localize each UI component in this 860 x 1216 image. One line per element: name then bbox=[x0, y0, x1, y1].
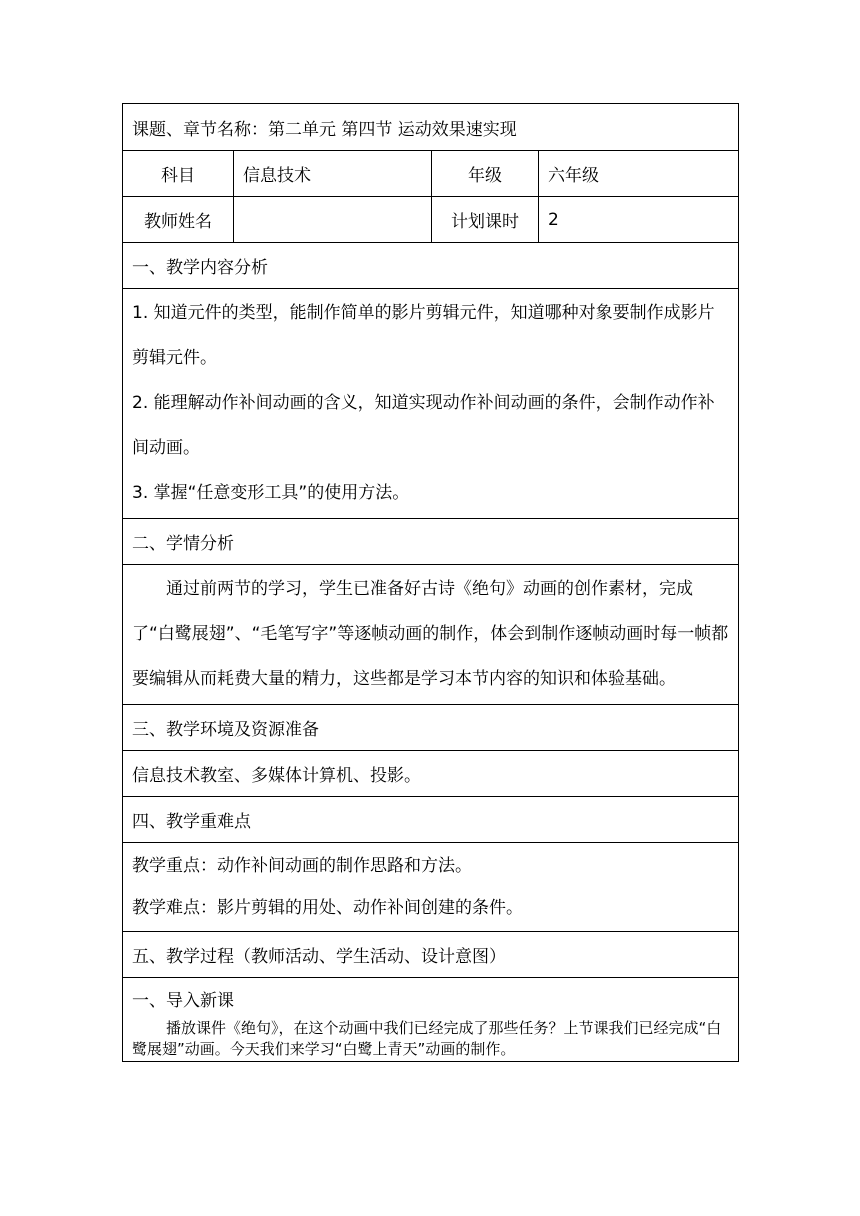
section2-content-row bbox=[123, 565, 739, 705]
section3-content-row bbox=[123, 751, 739, 797]
info-row-2 bbox=[123, 197, 739, 243]
section5-title-row bbox=[123, 932, 739, 978]
section4-content-row bbox=[123, 843, 739, 932]
section3-title-row bbox=[123, 705, 739, 751]
grade-value: 六年级 bbox=[539, 151, 739, 197]
section5-content bbox=[123, 978, 739, 1062]
header-row bbox=[123, 104, 739, 151]
section2-title-row bbox=[123, 519, 739, 565]
hours-value: 2 bbox=[539, 197, 739, 243]
hours-label: 计划课时 bbox=[432, 197, 539, 243]
grade-label: 年级 bbox=[432, 151, 539, 197]
subject-label: 科目 bbox=[123, 151, 234, 197]
section2-content bbox=[123, 565, 739, 705]
section5-content-row bbox=[123, 978, 739, 1062]
section1-content-row bbox=[123, 289, 739, 519]
section3-content: 信息技术教室、多媒体计算机、投影。 bbox=[123, 751, 739, 797]
section1-title: 一、教学内容分析 bbox=[123, 243, 739, 289]
section3-title: 三、教学环境及资源准备 bbox=[123, 705, 739, 751]
student-analysis-text: 通过前两节的学习，学生已准备好古诗《绝句》动画的创作素材，完成了“白鹭展翅”、“毛笔写字”等逐帧动画的制作，体会到制作逐帧动画时每一帧都要编辑从而耗费大量的精力，这些都是学习本节内容的知识和体验基础。 bbox=[132, 579, 729, 689]
subject-value: 信息技术 bbox=[234, 151, 432, 197]
key-point: 教学重点：动作补间动画的制作思路和方法。 bbox=[132, 856, 472, 876]
teacher-label: 教师姓名 bbox=[123, 197, 234, 243]
section1-title-row bbox=[123, 243, 739, 289]
lesson-title-cell: 课题、章节名称：第二单元 第四节 运动效果速实现 bbox=[123, 104, 739, 151]
section4-content bbox=[123, 843, 739, 932]
content-item-1: 1. 知道元件的类型，能制作简单的影片剪辑元件，知道哪种对象要制作成影片剪辑元件。 bbox=[132, 303, 715, 368]
info-row-1 bbox=[123, 151, 739, 197]
content-item-2: 2. 能理解动作补间动画的含义，知道实现动作补间动画的条件，会制作动作补间动画。 bbox=[132, 393, 715, 458]
intro-subtitle: 一、导入新课 bbox=[132, 991, 234, 1011]
teacher-value bbox=[234, 197, 432, 243]
section1-content bbox=[123, 289, 739, 519]
section5-title: 五、教学过程（教师活动、学生活动、设计意图） bbox=[123, 932, 739, 978]
content-item-3: 3. 掌握“任意变形工具”的使用方法。 bbox=[132, 483, 410, 503]
section2-title: 二、学情分析 bbox=[123, 519, 739, 565]
section4-title-row bbox=[123, 797, 739, 843]
difficult-point: 教学难点：影片剪辑的用处、动作补间创建的条件。 bbox=[132, 898, 523, 918]
lesson-plan-table bbox=[122, 103, 739, 1062]
intro-text: 播放课件《绝句》，在这个动画中我们已经完成了那些任务？上节课我们已经完成“白鹭展翅”动画。今天我们来学习“白鹭上青天”动画的制作。 bbox=[132, 1019, 722, 1058]
section4-title: 四、教学重难点 bbox=[123, 797, 739, 843]
